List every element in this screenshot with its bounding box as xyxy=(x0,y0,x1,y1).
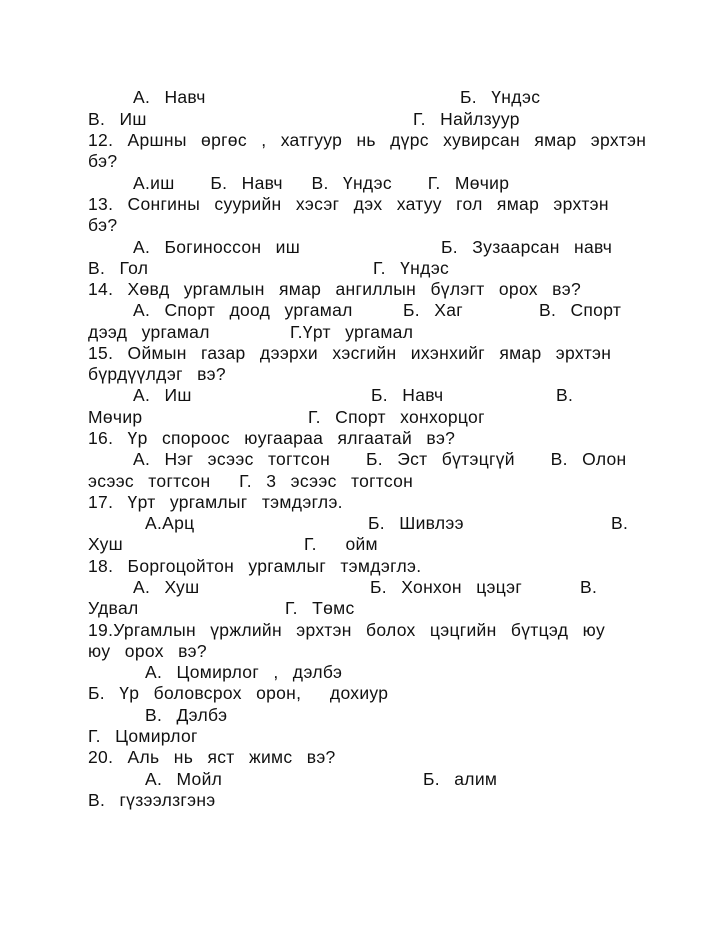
answer-line: В. xyxy=(611,513,629,533)
answer-line: В. гүзээлзгэнэ xyxy=(88,790,216,810)
question-line: 17. Үрт ургамлыг тэмдэглэ. xyxy=(88,492,343,512)
answer-line: Мөчир xyxy=(88,407,143,427)
question-line: 20. Аль нь яст жимс вэ? xyxy=(88,747,336,767)
answer-line: А.иш Б. Навч В. Үндэс Г. Мөчир xyxy=(133,173,510,193)
question-line: юу орох вэ? xyxy=(88,641,207,661)
answer-line: Б. Зузаарсан навч xyxy=(441,237,613,257)
answer-line: А. Мойл xyxy=(145,769,223,789)
answer-line: А. Навч xyxy=(133,87,206,107)
answer-line: А. Хуш xyxy=(133,577,200,597)
answer-line: Г. Үндэс xyxy=(373,258,450,278)
answer-line: Б. Шивлээ xyxy=(368,513,464,533)
answer-line: Г. Төмс xyxy=(285,598,355,618)
answer-line: Хуш xyxy=(88,534,123,554)
question-line: 16. Үр спороос юугаараа ялгаатай вэ? xyxy=(88,428,456,448)
question-line: 15. Оймын газар дээрхи хэсгийн ихэнхийг ямар эрхтэн xyxy=(88,343,612,363)
answer-line: В. xyxy=(556,385,574,405)
answer-line: Г. Спорт хонхорцог xyxy=(308,407,485,427)
question-line: 12. Аршны өргөс , хатгуур нь дүрс хувирсан ямар эрхтэн xyxy=(88,130,647,150)
answer-line: Б. Хонхон цэцэг xyxy=(370,577,523,597)
answer-line: Г. Найлзуур xyxy=(413,109,520,129)
answer-line: В. Гол xyxy=(88,258,149,278)
answer-line: А. Иш xyxy=(133,385,192,405)
answer-line: эсээс тогтсон Г. 3 эсээс тогтсон xyxy=(88,471,414,491)
answer-line: Г. Цомирлог xyxy=(88,726,198,746)
answer-line: А. Нэг эсээс тогтсон Б. Эст бүтэцгүй В. Олон xyxy=(133,449,627,469)
answer-line: В. Иш xyxy=(88,109,147,129)
answer-line: Г.Үрт ургамал xyxy=(290,322,414,342)
answer-line: А.Арц xyxy=(145,513,195,533)
answer-line: В. Дэлбэ xyxy=(145,705,228,725)
question-line: 19.Ургамлын үржлийн эрхтэн болох цэцгийн бүтцэд юу xyxy=(88,620,606,640)
answer-line: Б. Навч xyxy=(371,385,444,405)
answer-line: дээд ургамал xyxy=(88,322,210,342)
question-line: бэ? xyxy=(88,215,118,235)
question-line: бүрдүүлдэг вэ? xyxy=(88,364,226,384)
question-line: 13. Сонгины суурийн хэсэг дэх хатуу гол ямар эрхтэн xyxy=(88,194,609,214)
question-line: 18. Боргоцойтон ургамлыг тэмдэглэ. xyxy=(88,556,422,576)
answer-line: Б. Үндэс xyxy=(460,87,541,107)
answer-line: В. Спорт xyxy=(539,300,622,320)
answer-line: А. Спорт доод ургамал xyxy=(133,300,353,320)
question-line: 14. Хөвд ургамлын ямар ангиллын бүлэгт орох вэ? xyxy=(88,279,582,299)
answer-line: А. Богиноссон иш xyxy=(133,237,301,257)
answer-line: Г. ойм xyxy=(304,534,378,554)
question-line: бэ? xyxy=(88,151,118,171)
answer-line: В. xyxy=(580,577,598,597)
answer-line: Б. Үр боловсрох орон, дохиур xyxy=(88,683,389,703)
answer-line: Б. Хаг xyxy=(403,300,463,320)
answer-line: Б. алим xyxy=(423,769,498,789)
answer-line: А. Цомирлог , дэлбэ xyxy=(145,662,343,682)
answer-line: Удвал xyxy=(88,598,139,618)
